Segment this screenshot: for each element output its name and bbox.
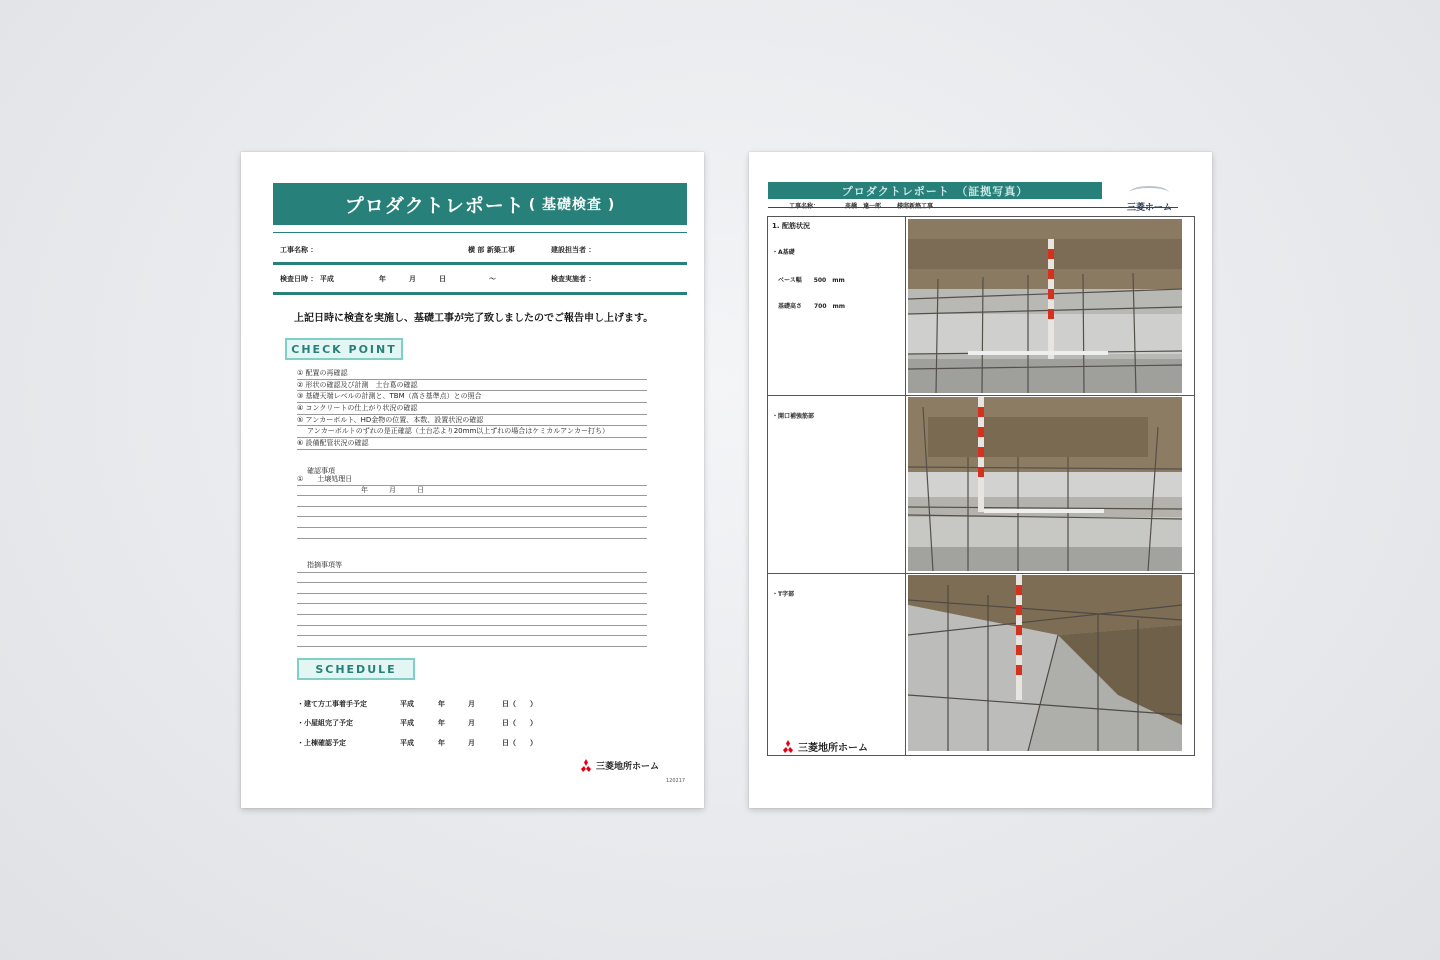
row-label: ・A基礎	[772, 249, 795, 256]
work-name	[897, 201, 933, 210]
inspector-label: 検査実施者 ：	[551, 275, 596, 283]
intro-text: 上記日時に検査を実施し、基礎工事が完了致しましたのでご報告申し上げます。	[294, 313, 654, 324]
notes-lines	[297, 562, 647, 647]
site-photo	[908, 575, 1182, 751]
checkpoint-heading: CHECK POINT	[285, 338, 403, 360]
site-photo	[908, 219, 1182, 393]
three-diamonds-icon	[781, 740, 795, 753]
blank-line	[297, 636, 647, 647]
day-label: 日	[439, 275, 446, 283]
schedule-label: ・上棟確認予定	[297, 739, 346, 747]
row-detail: ベース幅 500 mm	[778, 277, 845, 284]
photo-row-label-cell	[768, 573, 906, 755]
construction-name-label	[789, 201, 819, 210]
year-label: 年	[379, 275, 386, 283]
section-title: 1. 配筋状況	[772, 222, 810, 230]
schedule-label: ・建て方工事着手予定	[297, 700, 367, 708]
list-item: ① 配置の再確認	[297, 368, 647, 380]
confirm-heading: 確認事項	[307, 467, 335, 475]
row-label: ・開口補強筋部	[772, 413, 815, 420]
photo-report-title: プロダクトレポート （証拠写真）	[768, 182, 1102, 199]
list-item: ④ コンクリートの仕上がり状況の確認	[297, 403, 647, 415]
report-page-photos	[749, 152, 1212, 808]
builder-label: 建設担当者 ：	[551, 246, 596, 254]
confirm-date: 年 月 日	[297, 486, 647, 497]
blank-line	[297, 573, 647, 584]
schedule-month: 月	[468, 700, 475, 708]
photo-row-label-cell	[768, 395, 906, 573]
list-item: ② 形状の確認及び計測 土台葛の確認	[297, 380, 647, 392]
schedule-era: 平成	[400, 739, 414, 747]
row-label: ・T字部	[772, 591, 795, 598]
month-label: 月	[409, 275, 416, 283]
blank-line	[297, 604, 647, 615]
company-logo	[781, 739, 868, 754]
confirm-lines	[297, 475, 647, 539]
construction-name-label: 工事名称 ：	[280, 246, 318, 254]
logo-wave-icon	[1129, 186, 1169, 200]
row-detail: 基礎高さ 700 mm	[778, 303, 846, 310]
schedule-day: 日（ ）	[502, 739, 537, 747]
schedule-month: 月	[468, 739, 475, 747]
confirm-item: ① 土壌処理日	[297, 475, 647, 486]
photo-row	[768, 217, 1194, 396]
report-title-paren: ( 基礎検査 )	[528, 197, 616, 213]
divider	[273, 232, 687, 233]
divider	[273, 262, 687, 265]
client-name	[845, 201, 881, 210]
schedule-month: 月	[468, 719, 475, 727]
report-title: プロダクトレポート	[344, 194, 525, 217]
three-diamonds-icon	[579, 759, 593, 772]
blank-line	[297, 562, 647, 573]
schedule-era: 平成	[400, 719, 414, 727]
schedule-day: 日（ ）	[502, 719, 537, 727]
divider	[273, 292, 687, 295]
site-name: 横 部 新築工事	[468, 246, 515, 254]
schedule-year: 年	[438, 719, 445, 727]
site-photo	[908, 397, 1182, 571]
schedule-year: 年	[438, 700, 445, 708]
company-name: 三菱地所ホーム	[596, 762, 660, 772]
list-item: アンカーボルトのずれの是正確認（土台芯より20mm以上ずれの場合はケミカルアンカー打ち）	[297, 426, 647, 438]
schedule-day: 日（ ）	[502, 700, 537, 708]
checkpoint-list	[297, 368, 647, 450]
blank-line	[297, 583, 647, 594]
photo-table	[767, 216, 1195, 756]
report-title-bar	[273, 183, 687, 225]
blank-line	[297, 626, 647, 637]
document-code: 120217	[666, 778, 686, 784]
schedule-label: ・小屋組完了予定	[297, 719, 353, 727]
inspection-date-label: 検査日時 ： 平成	[280, 275, 334, 283]
photo-row	[768, 573, 1194, 755]
company-logo	[1121, 182, 1181, 212]
notes-heading: 指摘事項等	[307, 561, 342, 569]
blank-line	[297, 517, 647, 528]
company-name: 三菱地所ホーム	[798, 743, 868, 754]
tilde: 〜	[489, 275, 496, 283]
blank-line	[297, 615, 647, 626]
divider	[768, 207, 1178, 208]
schedule-year: 年	[438, 739, 445, 747]
list-item: ⑤ アンカーボルト、HD金物の位置、本数、設置状況の確認	[297, 415, 647, 427]
logo-text: 三菱ホーム	[1127, 203, 1173, 213]
company-logo	[579, 759, 659, 772]
blank-line	[297, 496, 647, 507]
schedule-era: 平成	[400, 700, 414, 708]
list-item: ③ 基礎天端レベルの計測と、TBM（高さ基準点）との照合	[297, 391, 647, 403]
blank-line	[297, 507, 647, 518]
blank-line	[297, 528, 647, 539]
list-item: ⑥ 設備配管状況の確認	[297, 438, 647, 450]
report-page-inspection	[241, 152, 704, 808]
photo-row	[768, 395, 1194, 574]
schedule-heading: SCHEDULE	[297, 658, 415, 680]
blank-line	[297, 594, 647, 605]
photo-row-label-cell	[768, 217, 906, 395]
